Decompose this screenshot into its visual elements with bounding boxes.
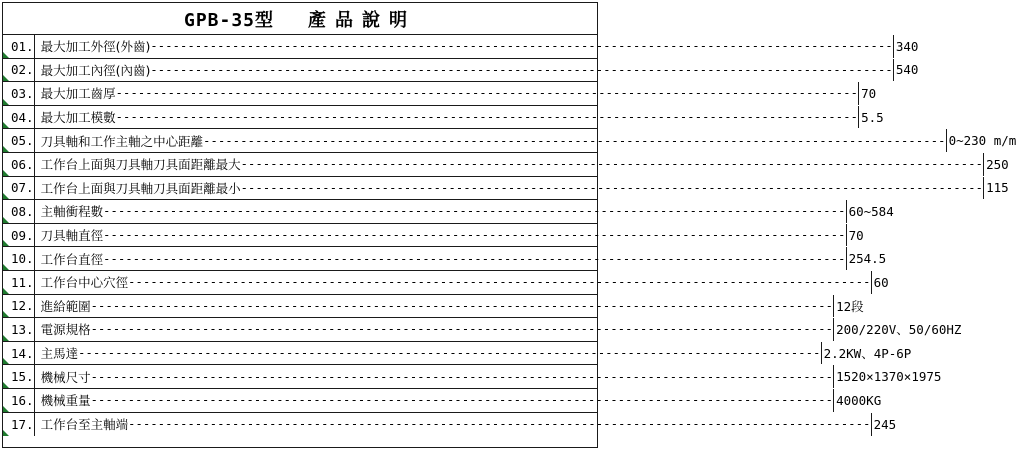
spec-row: [3, 318, 962, 342]
spec-label: 工作台至主軸端: [40, 417, 129, 433]
spec-label: 主軸衝程數: [40, 204, 104, 220]
dash-leader: ----------------------------------------------------------------------------------------------------: [90, 369, 834, 384]
dash-leader: ----------------------------------------------------------------------------------------------------: [150, 39, 893, 54]
spec-label-cell: [35, 177, 983, 200]
dash-leader: ----------------------------------------------------------------------------------------------------: [90, 298, 834, 313]
spec-label: 工作台中心穴徑: [40, 275, 129, 291]
spec-row: [3, 247, 887, 271]
row-number: 16.: [3, 389, 35, 412]
spec-value: 1520×1370×1975: [833, 365, 941, 388]
spec-label-cell: [35, 295, 833, 318]
spec-row: [3, 153, 1009, 177]
dash-leader: ----------------------------------------------------------------------------------------------------: [103, 228, 846, 243]
dash-leader: ----------------------------------------------------------------------------------------------------: [203, 133, 946, 148]
spec-row: [3, 106, 884, 130]
spec-label: 進給範圍: [40, 298, 91, 314]
spec-row: [3, 342, 912, 366]
spec-label-cell: [35, 129, 946, 152]
row-number: 15.: [3, 365, 35, 388]
spec-label-cell: [35, 224, 846, 247]
dash-leader: ----------------------------------------------------------------------------------------------------: [115, 86, 859, 101]
spec-label: 工作台上面與刀具軸刀具面距離最小: [40, 180, 241, 196]
spec-label-cell: [35, 106, 858, 129]
row-number: 06.: [3, 153, 35, 176]
dash-leader: ----------------------------------------------------------------------------------------------------: [103, 204, 846, 219]
spec-label-cell: [35, 413, 871, 437]
dash-leader: ----------------------------------------------------------------------------------------------------: [240, 180, 984, 195]
spec-row: [3, 200, 894, 224]
spec-row: [3, 413, 897, 437]
spec-rows: [3, 35, 1016, 436]
row-number: 01.: [3, 35, 35, 58]
dash-leader: ----------------------------------------------------------------------------------------------------: [78, 346, 821, 361]
spec-value: 115: [983, 177, 1009, 200]
dash-leader: ----------------------------------------------------------------------------------------------------: [90, 393, 834, 408]
spec-value: 2.2KW、4P-6P: [821, 342, 912, 365]
spec-label-cell: [35, 153, 983, 176]
spec-label: 刀具軸和工作主軸之中心距離: [40, 133, 204, 149]
spec-label: 機械尺寸: [40, 369, 91, 385]
spec-value: 250: [983, 153, 1009, 176]
spec-row: [3, 224, 864, 248]
spec-row: [3, 271, 889, 295]
spec-label-cell: [35, 342, 821, 365]
spec-label-cell: [35, 318, 833, 341]
row-number: 07.: [3, 177, 35, 200]
dash-leader: ----------------------------------------------------------------------------------------------------: [128, 275, 871, 290]
row-number: 09.: [3, 224, 35, 247]
spec-label: 機械重量: [40, 393, 91, 409]
spec-value: 0~230 m/m: [946, 129, 1016, 152]
spec-label: 工作台直徑: [40, 251, 104, 267]
row-number: 02.: [3, 59, 35, 82]
spec-row: [3, 177, 1009, 201]
spec-label-cell: [35, 200, 846, 223]
title-row: [3, 3, 597, 35]
spec-label-cell: [35, 365, 833, 388]
row-number: 04.: [3, 106, 35, 129]
spec-value: 254.5: [846, 247, 887, 270]
spec-value: 245: [871, 413, 897, 437]
spec-value: 5.5: [858, 106, 884, 129]
spec-value: 70: [846, 224, 864, 247]
spec-value: 540: [893, 59, 919, 82]
row-number: 03.: [3, 82, 35, 105]
spec-label: 最大加工外徑(外齒): [40, 39, 151, 55]
spec-label-cell: [35, 59, 893, 82]
dash-leader: ----------------------------------------------------------------------------------------------------: [90, 322, 834, 337]
spec-row: [3, 389, 882, 413]
spec-row: [3, 295, 864, 319]
spec-label-cell: [35, 82, 858, 105]
spec-row: [3, 35, 919, 59]
row-number: 13.: [3, 318, 35, 341]
spec-label: 電源規格: [40, 322, 91, 338]
dash-leader: ----------------------------------------------------------------------------------------------------: [128, 417, 871, 432]
model-title: GPB-35型: [183, 9, 275, 31]
product-description-title: 產品說明: [308, 9, 417, 31]
spec-label: 刀具軸直徑: [40, 228, 104, 244]
row-number: 08.: [3, 200, 35, 223]
spec-value: 12段: [833, 295, 864, 318]
spec-label: 最大加工內徑(內齒): [40, 62, 151, 78]
spec-value: 70: [858, 82, 876, 105]
row-number: 11.: [3, 271, 35, 294]
spec-row: [3, 82, 877, 106]
spec-row: [3, 365, 942, 389]
dash-leader: ----------------------------------------------------------------------------------------------------: [115, 110, 859, 125]
row-number: 17.: [3, 413, 35, 437]
spec-row: [3, 59, 919, 83]
row-number: 14.: [3, 342, 35, 365]
spec-value: 340: [893, 35, 919, 58]
row-number: 12.: [3, 295, 35, 318]
spec-value: 60~584: [846, 200, 894, 223]
spec-value: 4000KG: [833, 389, 881, 412]
row-number: 10.: [3, 247, 35, 270]
spec-label: 最大加工模數: [40, 110, 116, 126]
spec-value: 60: [871, 271, 889, 294]
dash-leader: ----------------------------------------------------------------------------------------------------: [103, 251, 846, 266]
spec-sheet: [2, 2, 1016, 448]
spec-row: [3, 129, 1016, 153]
spec-label: 工作台上面與刀具軸刀具面距離最大: [40, 157, 241, 173]
spec-label: 主馬達: [40, 346, 79, 362]
spec-label-cell: [35, 35, 893, 58]
spec-label-cell: [35, 389, 833, 412]
spec-value: 200/220V、50/60HZ: [833, 318, 961, 341]
spec-label-cell: [35, 271, 871, 294]
spec-label-cell: [35, 247, 846, 270]
row-number: 05.: [3, 129, 35, 152]
dash-leader: ----------------------------------------------------------------------------------------------------: [150, 62, 893, 77]
dash-leader: ----------------------------------------------------------------------------------------------------: [240, 157, 984, 172]
spec-label: 最大加工齒厚: [40, 86, 116, 102]
